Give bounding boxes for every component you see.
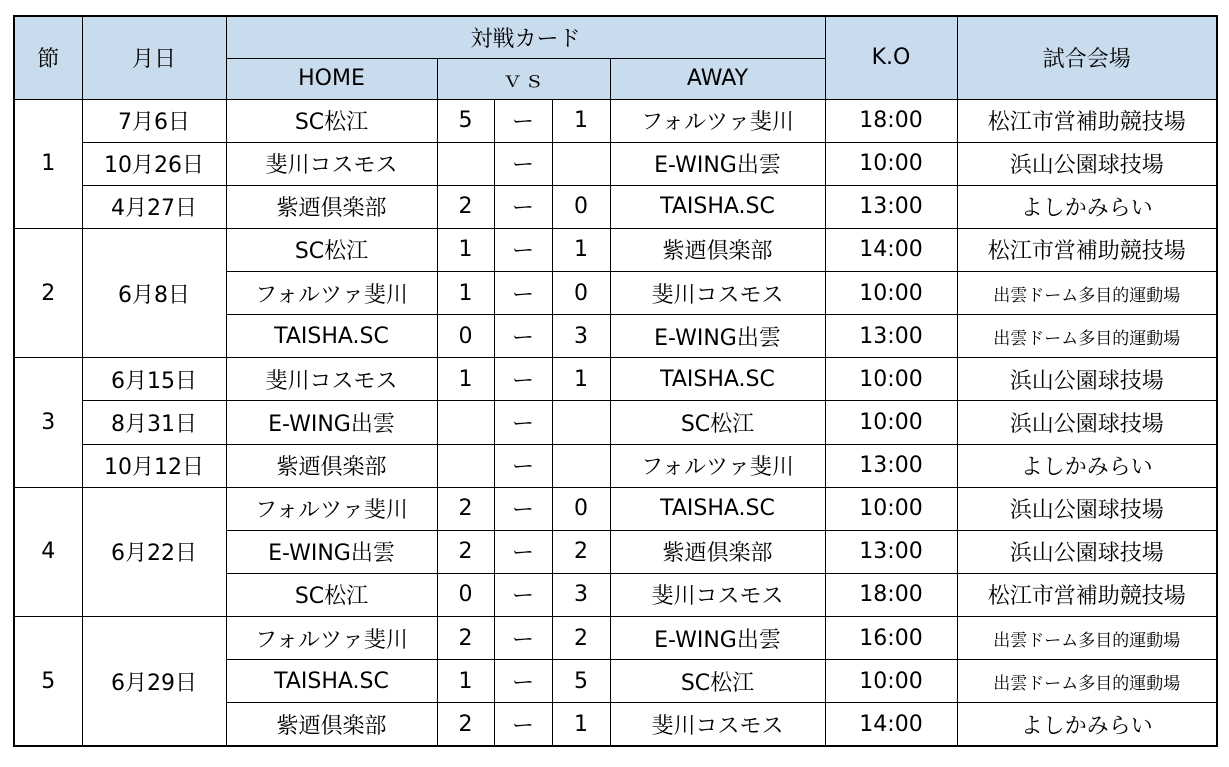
home-team: フォルツァ斐川: [226, 487, 437, 530]
table-row: [14, 617, 1217, 660]
table-row: [14, 142, 1217, 185]
home-score: 1: [437, 228, 494, 271]
kickoff-time: 10:00: [825, 660, 957, 703]
section-number: 1: [14, 99, 82, 228]
kickoff-time: 18:00: [825, 573, 957, 616]
venue: 浜山公園球技場: [957, 487, 1217, 530]
kickoff-time: 13:00: [825, 185, 957, 228]
away-score: 1: [552, 228, 610, 271]
vs-dash: ー: [494, 99, 552, 142]
header-home: HOME: [226, 58, 437, 99]
away-score: [552, 401, 610, 444]
match-date: 6月22日: [82, 487, 226, 616]
match-date: 6月15日: [82, 358, 226, 401]
header-match-card: 対戦カード: [226, 16, 825, 58]
match-schedule-table: [13, 15, 1218, 747]
kickoff-time: 10:00: [825, 358, 957, 401]
venue: 松江市営補助競技場: [957, 228, 1217, 271]
section-number: 3: [14, 358, 82, 487]
table-row: [14, 185, 1217, 228]
home-team: 紫迺倶楽部: [226, 185, 437, 228]
kickoff-time: 13:00: [825, 315, 957, 358]
vs-dash: ー: [494, 185, 552, 228]
section-number: 2: [14, 228, 82, 357]
home-team: SC松江: [226, 99, 437, 142]
match-date: 7月6日: [82, 99, 226, 142]
table-body: [14, 99, 1217, 746]
kickoff-time: 10:00: [825, 272, 957, 315]
table-row: [14, 99, 1217, 142]
venue: 出雲ドーム多目的運動場: [957, 272, 1217, 315]
home-score: [437, 444, 494, 487]
venue: 松江市営補助競技場: [957, 99, 1217, 142]
home-team: TAISHA.SC: [226, 660, 437, 703]
header-kickoff: K.O: [825, 16, 957, 99]
vs-dash: ー: [494, 315, 552, 358]
home-score: 1: [437, 358, 494, 401]
venue: 浜山公園球技場: [957, 401, 1217, 444]
vs-dash: ー: [494, 358, 552, 401]
home-team: フォルツァ斐川: [226, 617, 437, 660]
home-team: 紫迺倶楽部: [226, 444, 437, 487]
home-score: 2: [437, 617, 494, 660]
venue: よしかみらい: [957, 444, 1217, 487]
table-row: [14, 487, 1217, 530]
home-score: 2: [437, 185, 494, 228]
table-header: [14, 16, 1217, 99]
venue: よしかみらい: [957, 185, 1217, 228]
home-score: [437, 401, 494, 444]
venue: よしかみらい: [957, 703, 1217, 746]
away-score: [552, 142, 610, 185]
table-row: [14, 358, 1217, 401]
section-number: 4: [14, 487, 82, 616]
vs-dash: ー: [494, 142, 552, 185]
away-score: 3: [552, 573, 610, 616]
table-row: [14, 401, 1217, 444]
header-vs: ｖｓ: [437, 58, 610, 99]
match-date: 8月31日: [82, 401, 226, 444]
away-score: [552, 444, 610, 487]
venue: 浜山公園球技場: [957, 142, 1217, 185]
venue: 松江市営補助競技場: [957, 573, 1217, 616]
away-team: フォルツァ斐川: [610, 99, 825, 142]
match-date: 6月8日: [82, 228, 226, 357]
away-team: 紫迺倶楽部: [610, 228, 825, 271]
kickoff-time: 14:00: [825, 703, 957, 746]
home-score: 0: [437, 573, 494, 616]
away-team: SC松江: [610, 660, 825, 703]
kickoff-time: 10:00: [825, 401, 957, 444]
home-team: E-WING出雲: [226, 530, 437, 573]
venue: 浜山公園球技場: [957, 358, 1217, 401]
away-team: E-WING出雲: [610, 142, 825, 185]
home-team: SC松江: [226, 573, 437, 616]
vs-dash: ー: [494, 487, 552, 530]
away-score: 5: [552, 660, 610, 703]
away-score: 2: [552, 530, 610, 573]
home-team: 斐川コスモス: [226, 142, 437, 185]
vs-dash: ー: [494, 401, 552, 444]
home-score: 5: [437, 99, 494, 142]
vs-dash: ー: [494, 617, 552, 660]
kickoff-time: 16:00: [825, 617, 957, 660]
away-team: 斐川コスモス: [610, 272, 825, 315]
match-date: 4月27日: [82, 185, 226, 228]
away-score: 0: [552, 185, 610, 228]
kickoff-time: 10:00: [825, 487, 957, 530]
header-away: AWAY: [610, 58, 825, 99]
header-section: 節: [14, 16, 82, 99]
home-score: 0: [437, 315, 494, 358]
venue: 出雲ドーム多目的運動場: [957, 315, 1217, 358]
table-row: [14, 228, 1217, 271]
vs-dash: ー: [494, 573, 552, 616]
home-team: TAISHA.SC: [226, 315, 437, 358]
home-score: 1: [437, 272, 494, 315]
header-date: 月日: [82, 16, 226, 99]
table-row: [14, 444, 1217, 487]
vs-dash: ー: [494, 444, 552, 487]
away-score: 1: [552, 358, 610, 401]
away-team: TAISHA.SC: [610, 487, 825, 530]
away-team: 斐川コスモス: [610, 703, 825, 746]
away-score: 1: [552, 703, 610, 746]
away-score: 0: [552, 272, 610, 315]
home-score: 2: [437, 487, 494, 530]
away-team: 斐川コスモス: [610, 573, 825, 616]
header-venue: 試合会場: [957, 16, 1217, 99]
home-team: 斐川コスモス: [226, 358, 437, 401]
kickoff-time: 13:00: [825, 444, 957, 487]
away-team: TAISHA.SC: [610, 358, 825, 401]
away-score: 3: [552, 315, 610, 358]
away-team: SC松江: [610, 401, 825, 444]
home-score: 1: [437, 660, 494, 703]
away-team: E-WING出雲: [610, 315, 825, 358]
away-score: 2: [552, 617, 610, 660]
home-team: E-WING出雲: [226, 401, 437, 444]
venue: 出雲ドーム多目的運動場: [957, 617, 1217, 660]
vs-dash: ー: [494, 272, 552, 315]
vs-dash: ー: [494, 228, 552, 271]
home-team: フォルツァ斐川: [226, 272, 437, 315]
section-number: 5: [14, 617, 82, 747]
away-team: E-WING出雲: [610, 617, 825, 660]
home-score: [437, 142, 494, 185]
away-team: フォルツァ斐川: [610, 444, 825, 487]
kickoff-time: 14:00: [825, 228, 957, 271]
vs-dash: ー: [494, 703, 552, 746]
vs-dash: ー: [494, 660, 552, 703]
vs-dash: ー: [494, 530, 552, 573]
away-score: 0: [552, 487, 610, 530]
home-team: SC松江: [226, 228, 437, 271]
kickoff-time: 13:00: [825, 530, 957, 573]
kickoff-time: 10:00: [825, 142, 957, 185]
home-score: 2: [437, 530, 494, 573]
match-date: 10月26日: [82, 142, 226, 185]
match-date: 10月12日: [82, 444, 226, 487]
home-score: 2: [437, 703, 494, 746]
away-score: 1: [552, 99, 610, 142]
home-team: 紫迺倶楽部: [226, 703, 437, 746]
venue: 浜山公園球技場: [957, 530, 1217, 573]
kickoff-time: 18:00: [825, 99, 957, 142]
away-team: TAISHA.SC: [610, 185, 825, 228]
match-date: 6月29日: [82, 617, 226, 747]
venue: 出雲ドーム多目的運動場: [957, 660, 1217, 703]
away-team: 紫迺倶楽部: [610, 530, 825, 573]
